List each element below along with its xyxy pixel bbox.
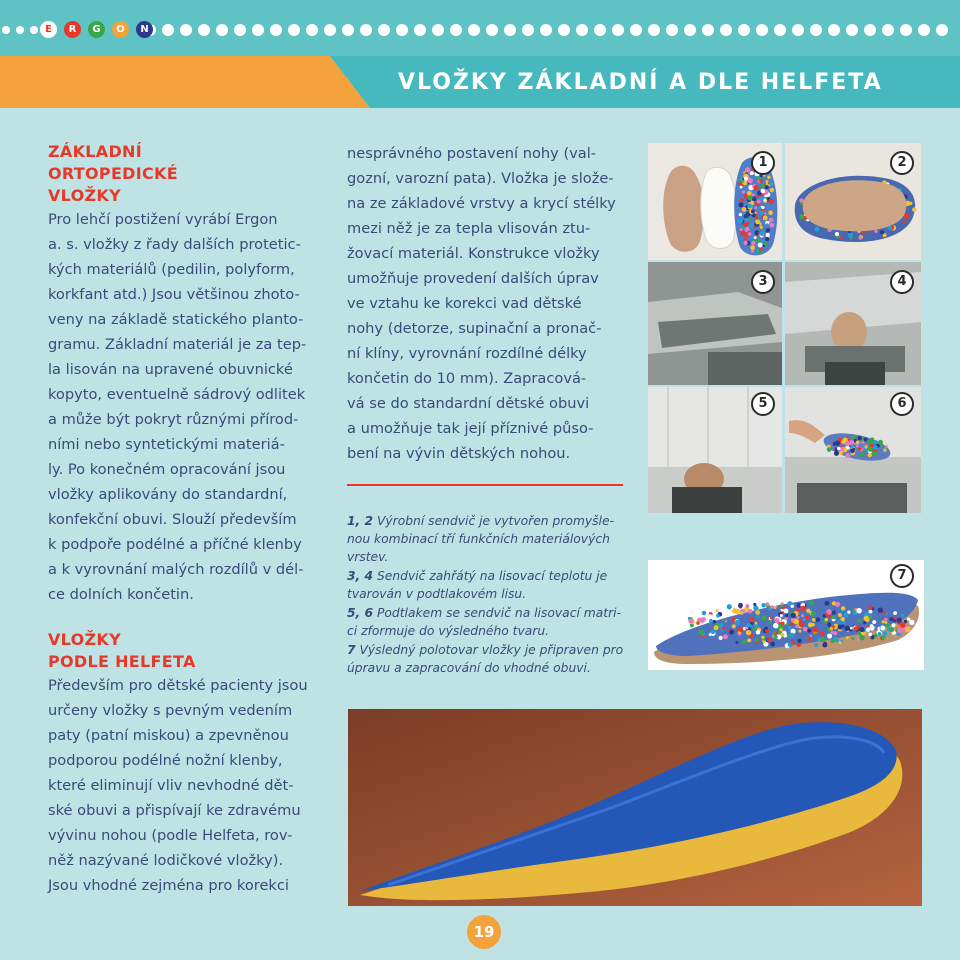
heading-line: ZÁKLADNÍ	[48, 142, 142, 161]
brand-letter: N	[136, 21, 153, 38]
brand-logo	[40, 21, 153, 38]
text-line: a k vyrovnání malých rozdílů v dél-	[48, 561, 304, 578]
text-line: kopyto, eventuelně sádrový odlitek	[48, 386, 306, 403]
photo-number-badge: 2	[890, 151, 914, 175]
text-line: gramu. Základní materiál je za tep-	[48, 336, 307, 353]
middle-column-text	[347, 141, 625, 466]
brand-letter: R	[64, 21, 81, 38]
caption-3-4: 3, 4 Sendvič zahřátý na lisovací teplotu je tvarován v podtlakovém lisu.	[347, 569, 608, 601]
caption-1-2: 1, 2 Výrobní sendvič je vytvořen promyšle- nou kombinací tří funkčních materiálových vrstev.	[347, 514, 614, 564]
text-line: vývinu nohou (podle Helfeta, rov-	[48, 827, 293, 844]
caption-7: 7 Výsledný polotovar vložky je připraven pro úpravu a zapracování do vhodné obuvi.	[347, 643, 624, 675]
text-line: umožňuje provedení dalších úprav	[347, 270, 599, 287]
text-line: veny na základě statického planto-	[48, 311, 304, 328]
heading-line: VLOŽKY	[48, 186, 121, 205]
text-line: Především pro dětské pacienty jsou	[48, 677, 308, 694]
header-orange-band	[0, 56, 370, 108]
text-line: určeny vložky s pevným vedením	[48, 702, 293, 719]
text-line: a. s. vložky z řady dalších protetic-	[48, 236, 301, 253]
photo-number-badge: 5	[751, 392, 775, 416]
photo-number-badge: 7	[890, 564, 914, 588]
text-line: bení na vývin dětských nohou.	[347, 445, 571, 462]
text-line: nesprávného postavení nohy (val-	[347, 145, 597, 162]
text-line: a umožňuje tak její příznivé půso-	[347, 420, 594, 437]
text-line: paty (patní miskou) a zpevněnou	[48, 727, 289, 744]
photo-number-badge: 3	[751, 270, 775, 294]
finished-blank-illustration	[648, 560, 924, 670]
section-heading-basic	[48, 141, 326, 207]
photo-number-badge: 1	[751, 151, 775, 175]
text-line: ly. Po konečném opracování jsou	[48, 461, 286, 478]
text-line: korkfant atd.) Jsou většinou zhoto-	[48, 286, 300, 303]
photo-finished-blank	[648, 560, 924, 670]
section-body-helfet	[48, 673, 326, 898]
text-line: konfekční obuvi. Slouží především	[48, 511, 297, 528]
photo-number-badge: 6	[890, 392, 914, 416]
text-line: mezi něž je za tepla vlisován ztu-	[347, 220, 591, 237]
text-line: ce dolních končetin.	[48, 586, 194, 603]
photo-captions	[347, 512, 625, 678]
text-line: končetin do 10 mm). Zapracová-	[347, 370, 587, 387]
section-body-basic	[48, 207, 326, 607]
heading-line: PODLE HELFETA	[48, 652, 196, 671]
text-line: podporou podélné nožní klenby,	[48, 752, 283, 769]
brand-letter: E	[40, 21, 57, 38]
text-line: gozní, varozní pata). Vložka je slože-	[347, 170, 614, 187]
text-line: ve vztahu ke korekci vad dětské	[347, 295, 582, 312]
page-number: 19	[467, 915, 501, 949]
helfet-insole-illustration	[348, 709, 922, 906]
text-line: kých materiálů (pedilin, polyform,	[48, 261, 295, 278]
text-line: ské obuvi a přispívají ke zdravému	[48, 802, 301, 819]
page-title: VLOŽKY ZÁKLADNÍ A DLE HELFETA	[398, 70, 883, 95]
heading-line: ORTOPEDICKÉ	[48, 164, 178, 183]
left-column	[48, 141, 326, 898]
divider-rule	[347, 484, 623, 486]
text-line: vá se do standardní dětské obuvi	[347, 395, 590, 412]
text-line: něž nazývané lodičkové vložky).	[48, 852, 284, 869]
brand-letter: G	[88, 21, 105, 38]
text-line: Jsou vhodné zejména pro korekci	[48, 877, 289, 894]
brand-letter: O	[112, 21, 129, 38]
text-line: la lisován na upravené obuvnické	[48, 361, 293, 378]
section-heading-helfet	[48, 629, 326, 673]
text-line: nohy (detorze, supinační a pronač-	[347, 320, 602, 337]
text-line: na ze základové vrstvy a krycí stélky	[347, 195, 616, 212]
heading-line: VLOŽKY	[48, 630, 121, 649]
text-line: ní klíny, vyrovnání rozdílné délky	[347, 345, 587, 362]
text-line: k podpoře podélné a příčné klenby	[48, 536, 302, 553]
text-line: které eliminují vliv nevhodné dět-	[48, 777, 294, 794]
caption-5-6: 5, 6 Podtlakem se sendvič na lisovací matri- ci zformuje do výsledného tvaru.	[347, 606, 622, 638]
text-line: žovací materiál. Konstrukce vložky	[347, 245, 600, 262]
text-line: Pro lehčí postižení vyrábí Ergon	[48, 211, 278, 228]
text-line: ními nebo syntetickými materiá-	[48, 436, 285, 453]
photo-number-badge: 4	[890, 270, 914, 294]
photo-helfet-insole	[348, 709, 922, 906]
text-line: a může být pokryt různými přírod-	[48, 411, 299, 428]
text-line: vložky aplikovány do standardní,	[48, 486, 288, 503]
